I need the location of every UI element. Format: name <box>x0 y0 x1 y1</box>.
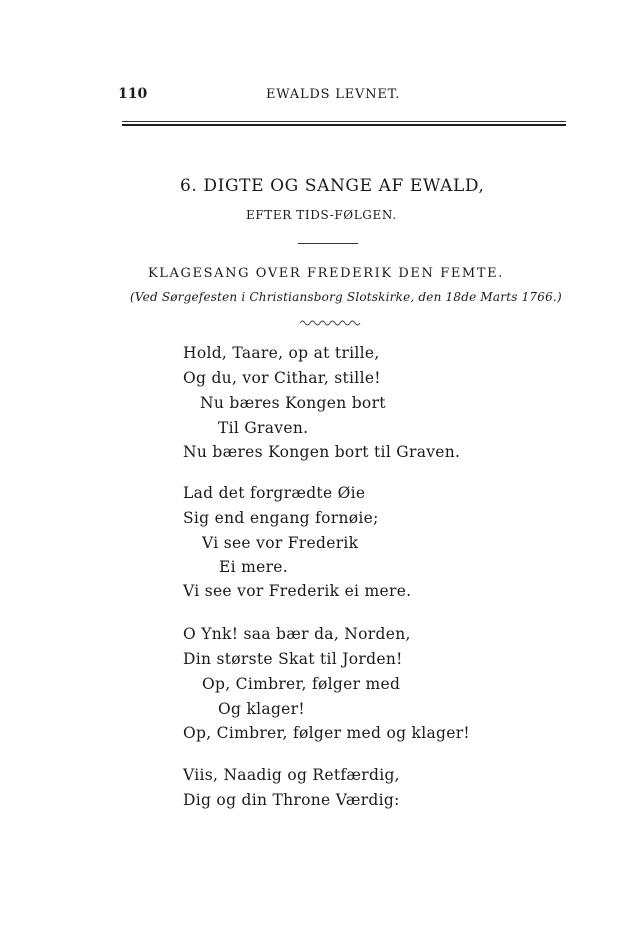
poem-line: Dig og din Throne Værdig: <box>183 791 400 809</box>
section-subtitle: EFTER TIDS-FØLGEN. <box>246 208 397 222</box>
header-rule <box>122 121 566 122</box>
poem-line: Lad det forgrædte Øie <box>183 484 366 502</box>
poem-line: Viis, Naadig og Retfærdig, <box>183 766 400 784</box>
section-divider <box>298 243 358 244</box>
poem-title: KLAGESANG OVER FREDERIK DEN FEMTE. <box>148 266 504 281</box>
poem-line: Hold, Taare, op at trille, <box>183 344 380 362</box>
poem-line: Vi see vor Frederik <box>202 534 359 552</box>
poem-line: Og klager! <box>218 700 305 718</box>
poem-line: Ei mere. <box>219 558 288 576</box>
section-title: 6. DIGTE OG SANGE AF EWALD, <box>180 176 485 196</box>
poem-line: Op, Cimbrer, følger med og klager! <box>183 724 470 742</box>
poem-line: Til Graven. <box>218 419 309 437</box>
poem-line: Nu bæres Kongen bort til Graven. <box>183 443 461 461</box>
header-rule-bold <box>122 124 566 126</box>
poem-subtitle: (Ved Sørgefesten i Christiansborg Slotskirke, den 18de Marts 1766.) <box>130 290 562 304</box>
wavy-divider <box>300 319 362 327</box>
poem-line: Sig end engang fornøie; <box>183 509 379 527</box>
poem-line: Op, Cimbrer, følger med <box>202 675 401 693</box>
poem-line: Vi see vor Frederik ei mere. <box>183 582 412 600</box>
poem-line: O Ynk! saa bær da, Norden, <box>183 625 411 643</box>
poem-line: Og du, vor Cithar, stille! <box>183 369 381 387</box>
page-number: 110 <box>118 86 148 102</box>
poem-line: Nu bæres Kongen bort <box>200 394 386 412</box>
poem-line: Din største Skat til Jorden! <box>183 650 403 668</box>
running-title: EWALDS LEVNET. <box>266 87 401 102</box>
